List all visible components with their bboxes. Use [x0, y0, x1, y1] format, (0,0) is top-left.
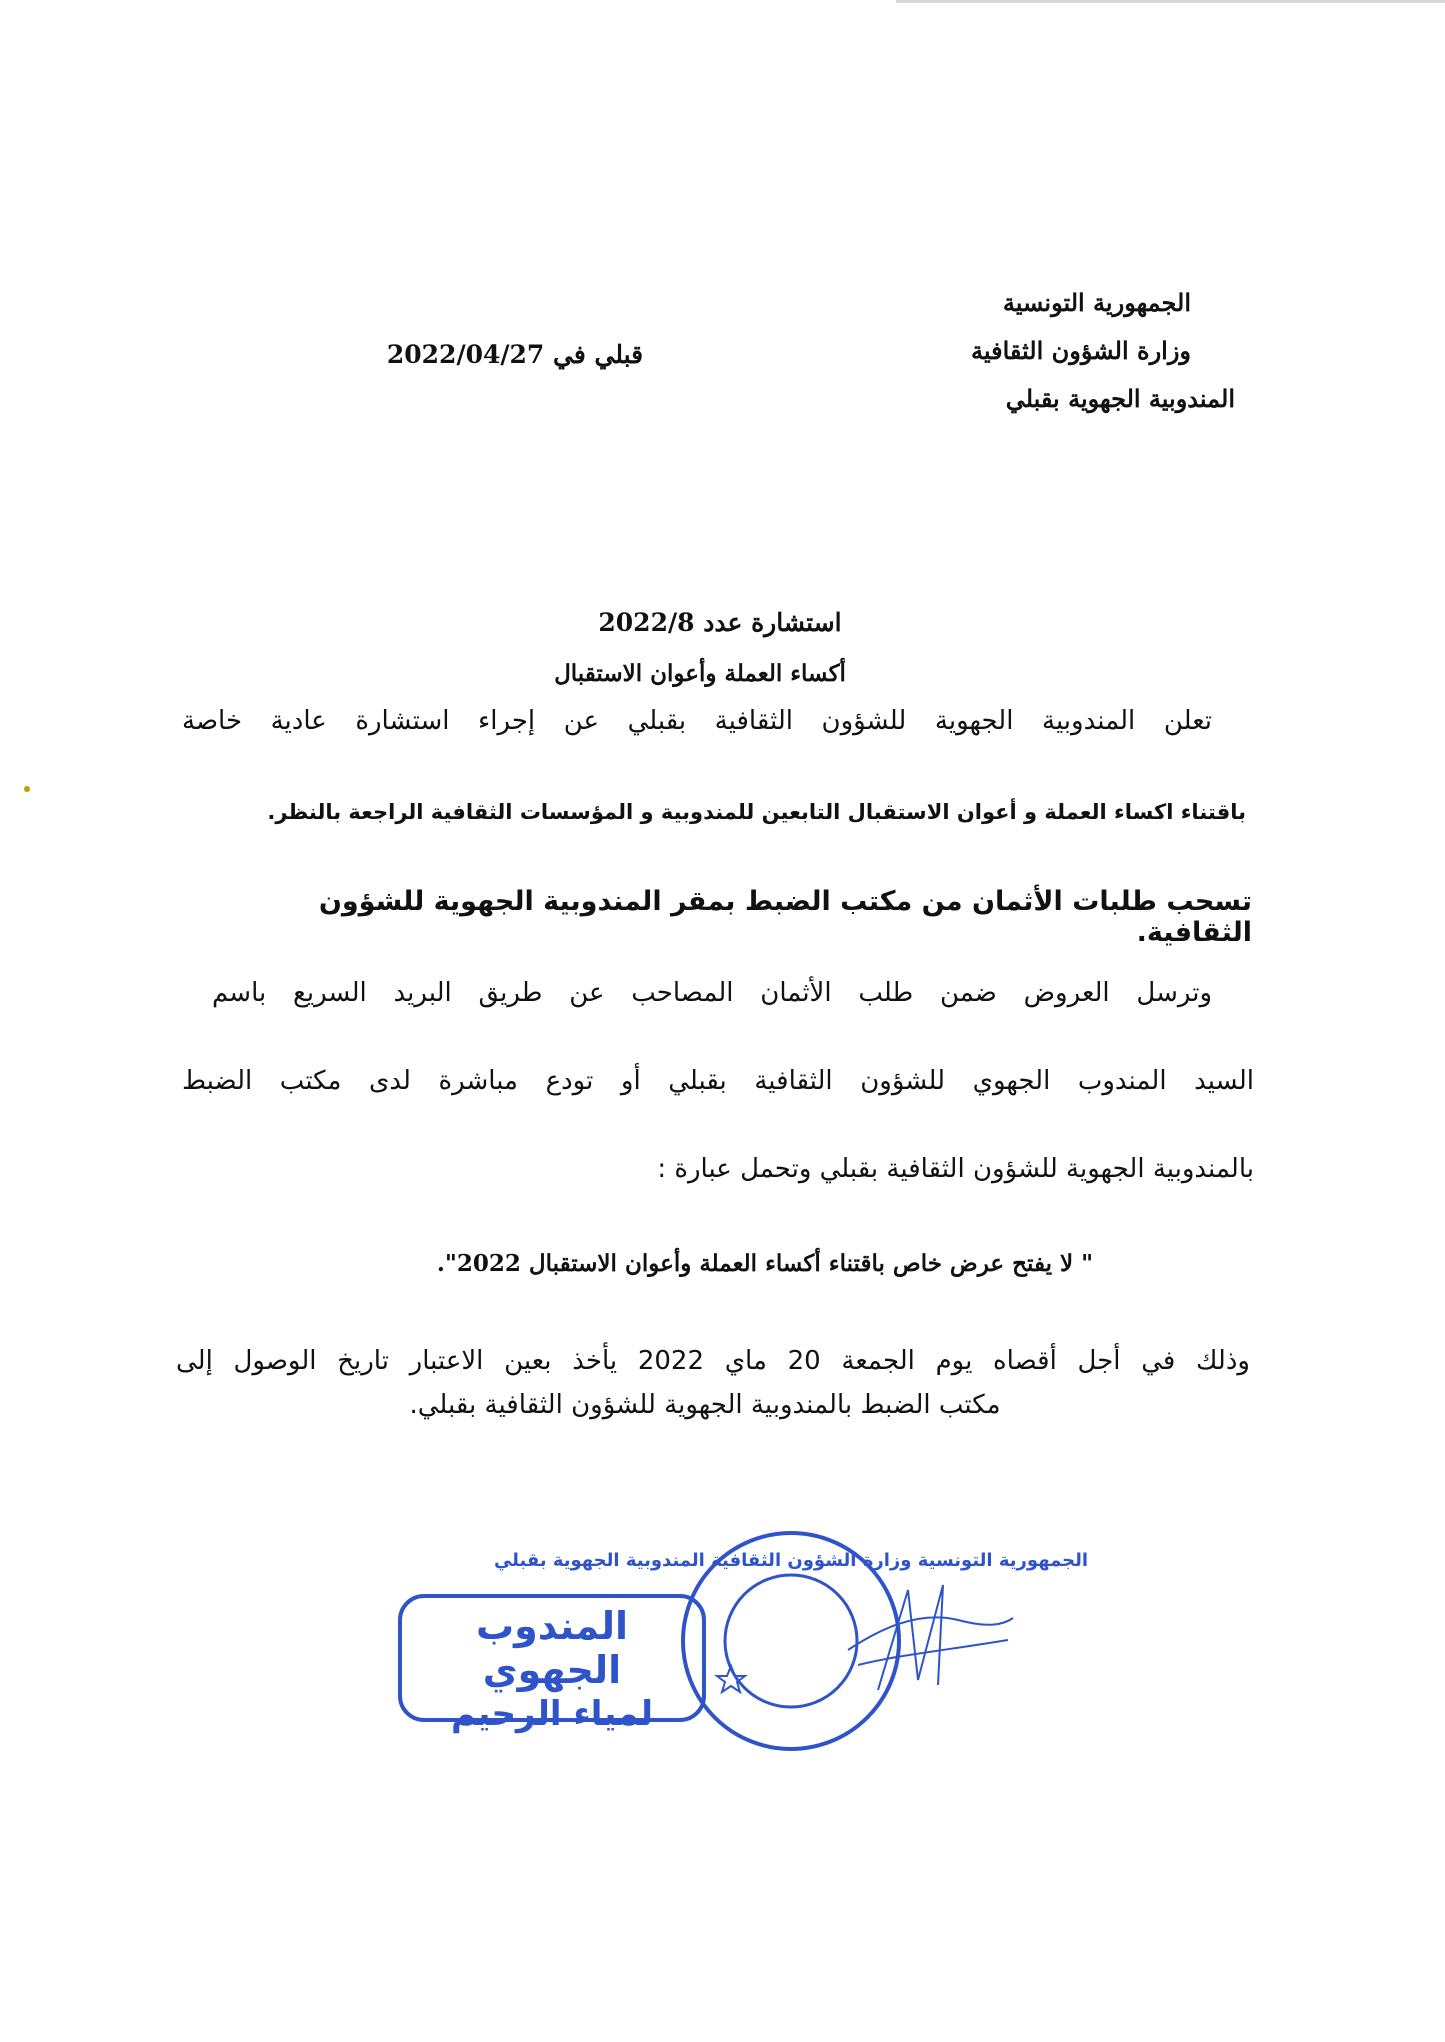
consultation-number: استشارة عدد 2022/8 [598, 608, 842, 637]
paragraph-line-4: وترسل العروض ضمن طلب الأثمان المصاحب عن طريق البريد السريع باسم [212, 978, 1212, 1008]
paragraph-line-5: السيد المندوب الجهوي للشؤون الثقافية بقبلي أو تودع مباشرة لدى مكتب الضبط [182, 1066, 1254, 1096]
stamp-name: لمياء الرحيم [450, 1694, 654, 1734]
scan-speck [24, 786, 30, 792]
seal-text: الجمهورية التونسية وزارة الشؤون الثقافية المندوبية الجهوية بقبلي [493, 1550, 1089, 1571]
signature [838, 1570, 1018, 1700]
header-ministry: وزارة الشؤون الثقافية [971, 336, 1191, 365]
paragraph-line-6: بالمندوبية الجهوية للشؤون الثقافية بقبلي وتحمل عبارة : [657, 1154, 1254, 1184]
paragraph-line-3: تسحب طلبات الأثمان من مكتب الضبط بمقر المندوبية الجهوية للشؤون الثقافية. [318, 886, 1252, 948]
place-date: قبلي في 2022/04/27 [386, 340, 644, 369]
paragraph-line-9: مكتب الضبط بالمندوبية الجهوية للشؤون الثقافية بقبلي. [409, 1390, 1001, 1420]
envelope-phrase: " لا يفتح عرض خاص باقتناء أكساء العملة وأعوان الاستقبال 2022". [436, 1250, 1094, 1277]
paragraph-line-1: تعلن المندوبية الجهوية للشؤون الثقافية بقبلي عن إجراء استشارة عادية خاصة [182, 706, 1212, 736]
paragraph-line-8: وذلك في أجل أقصاه يوم الجمعة 20 ماي 2022 يأخذ بعين الاعتبار تاريخ الوصول إلى [176, 1346, 1250, 1376]
scan-edge [896, 0, 1445, 3]
stamp-title: المندوب الجهوي [475, 1604, 629, 1692]
official-stamp [398, 1594, 706, 1734]
consultation-subject: أكساء العملة وأعوان الاستقبال [554, 660, 846, 687]
header-delegation: المندوبية الجهوية بقبلي [1005, 384, 1235, 413]
paragraph-line-2: باقتناء اكساء العملة و أعوان الاستقبال التابعين للمندوبية و المؤسسات الثقافية الراجعة بالنظر. [267, 800, 1246, 824]
header-republic: الجمهورية التونسية [1002, 288, 1191, 317]
